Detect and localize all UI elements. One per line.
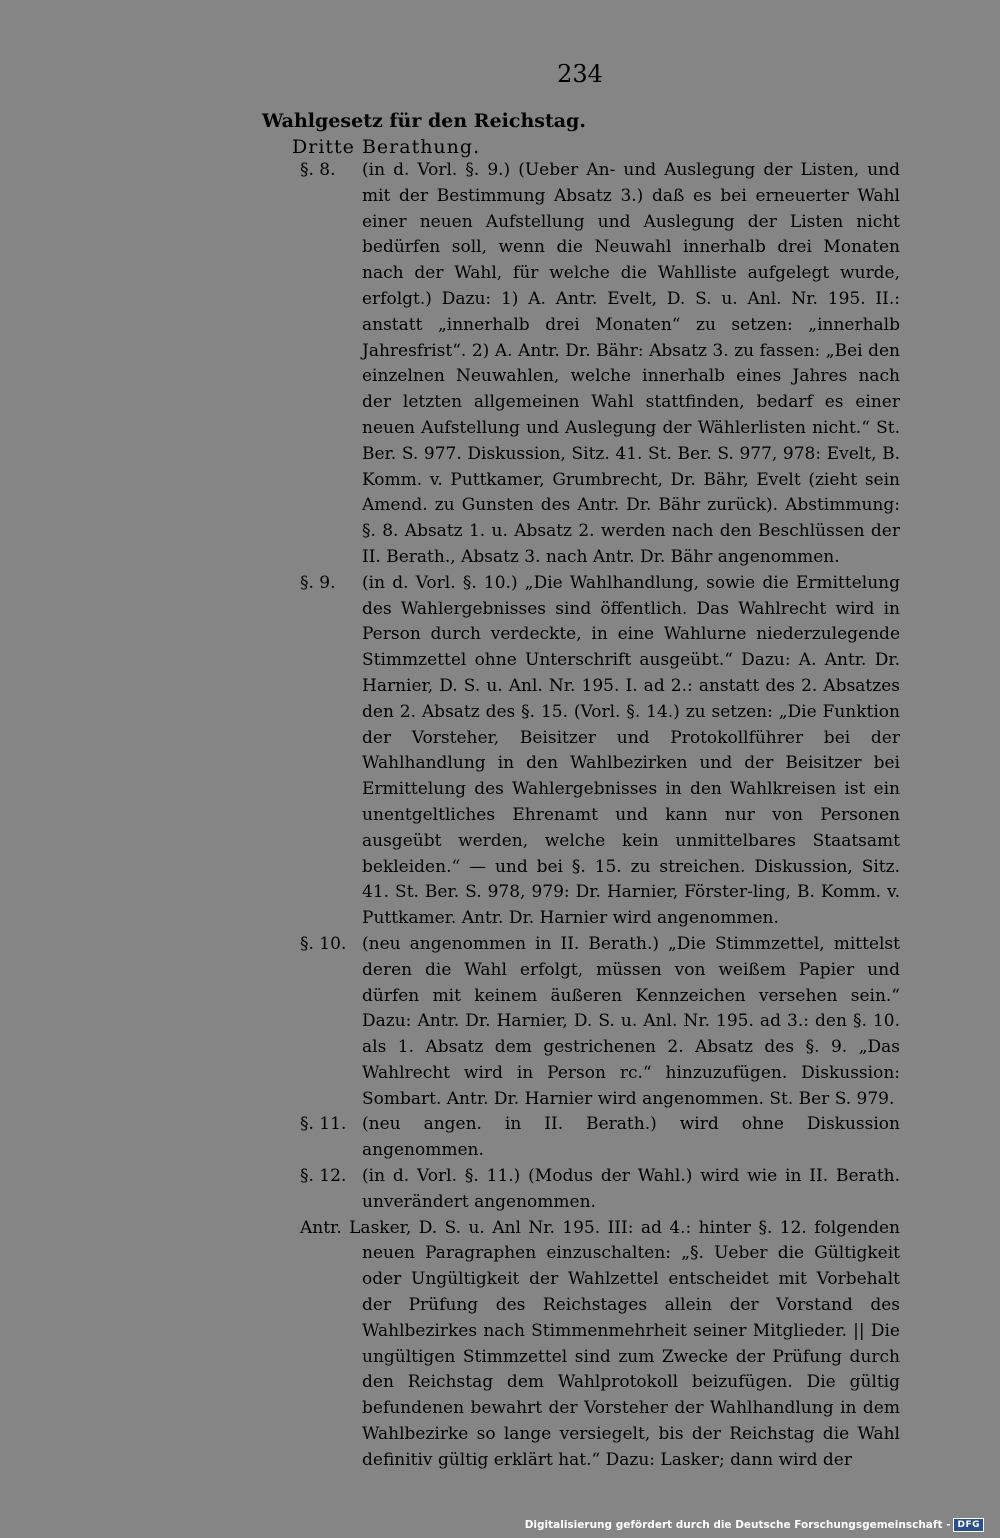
antrag-paragraph: Antr. Lasker, D. S. u. Anl Nr. 195. III: ad 4.: hinter §. 12. folgenden neuen Paragraphen einzuschalten: „§. Ueber die Gültigkeit oder Ungültigkeit der Wahlzettel entscheidet mit Vorbehalt der Prüfung des Reichstages allein der Vorstand des Wahlbezirkes nach Stimmenmehrheit seiner Mitglieder. || Die ungültigen Stimmzettel sind zum Zwecke der Prüfung durch den Reichstag dem Wahlprotokoll beizufügen. Die gültig befundenen bewahrt der Vorsteher der Wahlhandlung in dem Wahlbezirke so lange versiegelt, bis der Reichstag die Wahl definitiv gültig erklärt hat.“ Dazu: Lasker; dann wird der — [300, 1217, 900, 1470]
document-body — [300, 158, 900, 1474]
section-number: §. 12. — [300, 1166, 347, 1187]
document-heading — [262, 108, 586, 160]
section-number: §. 10. — [300, 933, 347, 954]
section-entry — [300, 158, 900, 571]
section-text: (neu angenommen in II. Berath.) „Die Stimmzettel, mittelst deren die Wahl erfolgt, müssen von weißem Papier und dürfen mit keinem äußeren Kennzeichen versehen sein.“ Dazu: Antr. Dr. Harnier, D. S. u. Anl. Nr. 195. ad 3.: den §. 10. als 1. Absatz dem gestrichenen 2. Absatz des §. 9. „Das Wahlrecht wird in Person rc.“ hinzuzufügen. Diskussion: Sombart. Antr. Dr. Harnier wird angenommen. St. Ber S. 979. — [362, 933, 900, 1109]
page-number: 234 — [557, 60, 603, 88]
heading-title: Wahlgesetz für den Reichstag. — [262, 110, 586, 132]
footer-text: Digitalisierung gefördert durch die Deutsche Forschungsgemeinschaft - — [524, 1519, 951, 1531]
section-entry — [300, 932, 900, 1113]
section-entry — [300, 571, 900, 932]
section-text: (in d. Vorl. §. 9.) (Ueber An- und Auslegung der Listen, und mit der Bestimmung Absatz 3.) daß es bei erneuerter Wahl einer neuen Aufstellung und Auslegung der Listen nicht bedürfen soll, wenn die Neuwahl innerhalb drei Monaten nach der Wahl, für welche die Wahlliste aufgelegt wurde, erfolgt.) Dazu: 1) A. Antr. Evelt, D. S. u. Anl. Nr. 195. II.: anstatt „innerhalb drei Monaten“ zu setzen: „innerhalb Jahresfrist“. 2) A. Antr. Dr. Bähr: Absatz 3. zu fassen: „Bei den einzelnen Neuwahlen, welche innerhalb eines Jahres nach der letzten allgemeinen Wahl stattfinden, bedarf es einer neuen Aufstellung und Auslegung der Wählerlisten nicht.“ St. Ber. S. 977. Diskussion, Sitz. 41. St. Ber. S. 977, 978: Evelt, B. Komm. v. Puttkamer, Grumbrecht, Dr. Bähr, Evelt (zieht sein Amend. zu Gunsten des Antr. Dr. Bähr zurück). Abstimmung: §. 8. Absatz 1. u. Absatz 2. werden nach den Beschlüssen der II. Berath., Absatz 3. nach Antr. Dr. Bähr angenommen. — [362, 160, 900, 567]
section-number: §. 11. — [300, 1114, 347, 1135]
section-text: (neu angen. in II. Berath.) wird ohne Diskussion angenommen. — [362, 1114, 900, 1161]
section-text: (in d. Vorl. §. 11.) (Modus der Wahl.) wird wie in II. Berath. unverändert angenommen. — [362, 1166, 900, 1212]
dfg-logo: DFG — [953, 1518, 984, 1532]
section-text: (in d. Vorl. §. 10.) „Die Wahlhandlung, sowie die Ermittelung des Wahlergebnisses sind öffentlich. Das Wahlrecht wird in Person durch verdeckte, in eine Wahlurne niederzulegende Stimmzettel ohne Unterschrift ausgeübt.“ Dazu: A. Antr. Dr. Harnier, D. S. u. Anl. Nr. 195. I. ad 2.: anstatt des 2. Absatzes den 2. Absatz des §. 15. (Vorl. §. 14.) zu setzen: „Die Funktion der Vorsteher, Beisitzer und Protokollführer bei der Wahlhandlung in den Wahlbezirken und der Beisitzer bei Ermittelung des Wahlergebnisses in den Wahlkreisen ist ein unentgeltliches Ehrenamt und kann nur von Personen ausgeübt werden, welche kein unmittelbares Staatsamt bekleiden.“ — und bei §. 15. zu streichen. Diskussion, Sitz. 41. St. Ber. S. 978, 979: Dr. Harnier, Förster-ling, B. Komm. v. Puttkamer. Antr. Dr. Harnier wird angenommen. — [362, 572, 900, 929]
section-entry — [300, 1164, 900, 1216]
section-entry — [300, 1112, 900, 1164]
heading-subtitle: Dritte Berathung. — [292, 136, 481, 158]
section-number: §. 8. — [300, 160, 336, 180]
footer-credit — [525, 1518, 984, 1532]
section-number: §. 9. — [300, 572, 336, 593]
